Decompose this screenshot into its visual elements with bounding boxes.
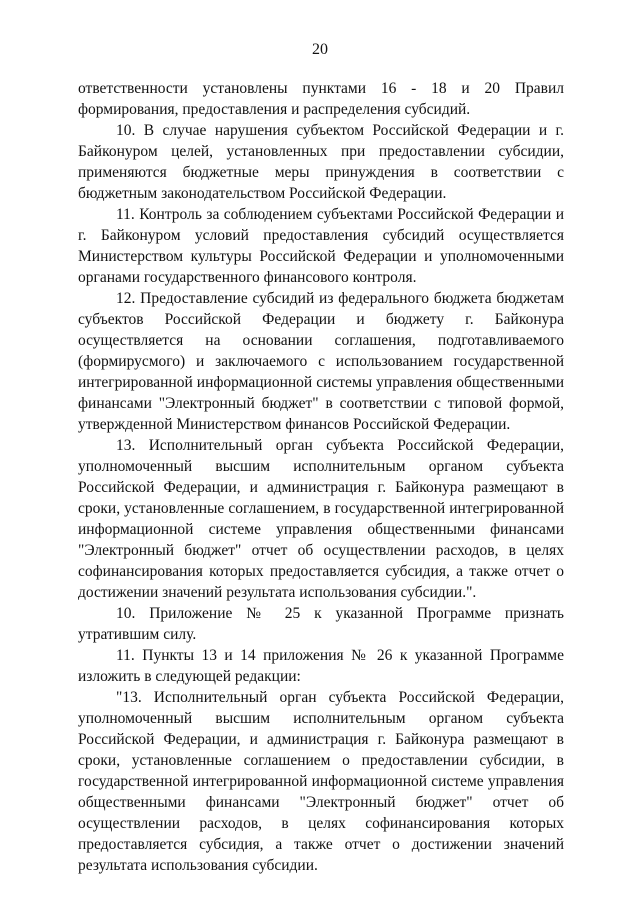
paragraph-amendment-11: 11. Пункты 13 и 14 приложения № 26 к указанной Программе изложить в следующей редакции: bbox=[78, 647, 564, 685]
paragraph-item-11-control: 11. Контроль за соблюдением субъектами Российской Федерации и г. Байконуром условий предоставления субсидий осуществляется Министерством культуры Российской Федерации и уполномоченными органами государственного финансового контроля. bbox=[78, 206, 564, 286]
paragraph-new-item-13: "13. Исполнительный орган субъекта Российской Федерации, уполномоченный высшим исполнительным органом субъекта Российской Федерации, и администрация г. Байконура размещают в сроки, установленные соглашением о предоставлении субсидии, в государственной интегрированной информационной системе управления общественными финансами "Электронный бюджет" отчет об осуществлении расходов, в целях софинансирования которых предоставляется субсидия, а также отчет о достижении значений результата использования субсидии. bbox=[78, 689, 564, 874]
paragraph-continuation: ответственности установлены пунктами 16 - 18 и 20 Правил формирования, предоставления и распределения субсидий. bbox=[78, 80, 564, 118]
paragraph-amendment-10: 10. Приложение № 25 к указанной Программе признать утратившим силу. bbox=[78, 605, 564, 643]
document-body bbox=[78, 78, 564, 876]
page-number: 20 bbox=[312, 41, 328, 58]
paragraph-item-12-agreement: 12. Предоставление субсидий из федерального бюджета бюджетам субъектов Российской Федерации и бюджету г. Байконура осуществляется на основании соглашения, подготавливаемого (формирусмого) и заключаемого с использованием государственной интегрированной информационной системы управления общественными финансами "Электронный бюджет" в соответствии с типовой формой, утвержденной Министерством финансов Российской Федерации. bbox=[78, 290, 564, 433]
paragraph-item-13-report: 13. Исполнительный орган субъекта Российской Федерации, уполномоченный высшим исполнительным органом субъекта Российской Федерации, и администрация г. Байконура размещают в сроки, установленные соглашением, в государственной интегрированной информационной системе управления общественными финансами "Электронный бюджет" отчет об осуществлении расходов, в целях софинансирования которых предоставляется субсидия, а также отчет о достижении значений результата использования субсидии.". bbox=[78, 437, 564, 601]
paragraph-item-10-violation: 10. В случае нарушения субъектом Российской Федерации и г. Байконуром целей, установленных при предоставлении субсидии, применяются бюджетные меры принуждения в соответствии с бюджетным законодательством Российской Федерации. bbox=[78, 122, 564, 202]
